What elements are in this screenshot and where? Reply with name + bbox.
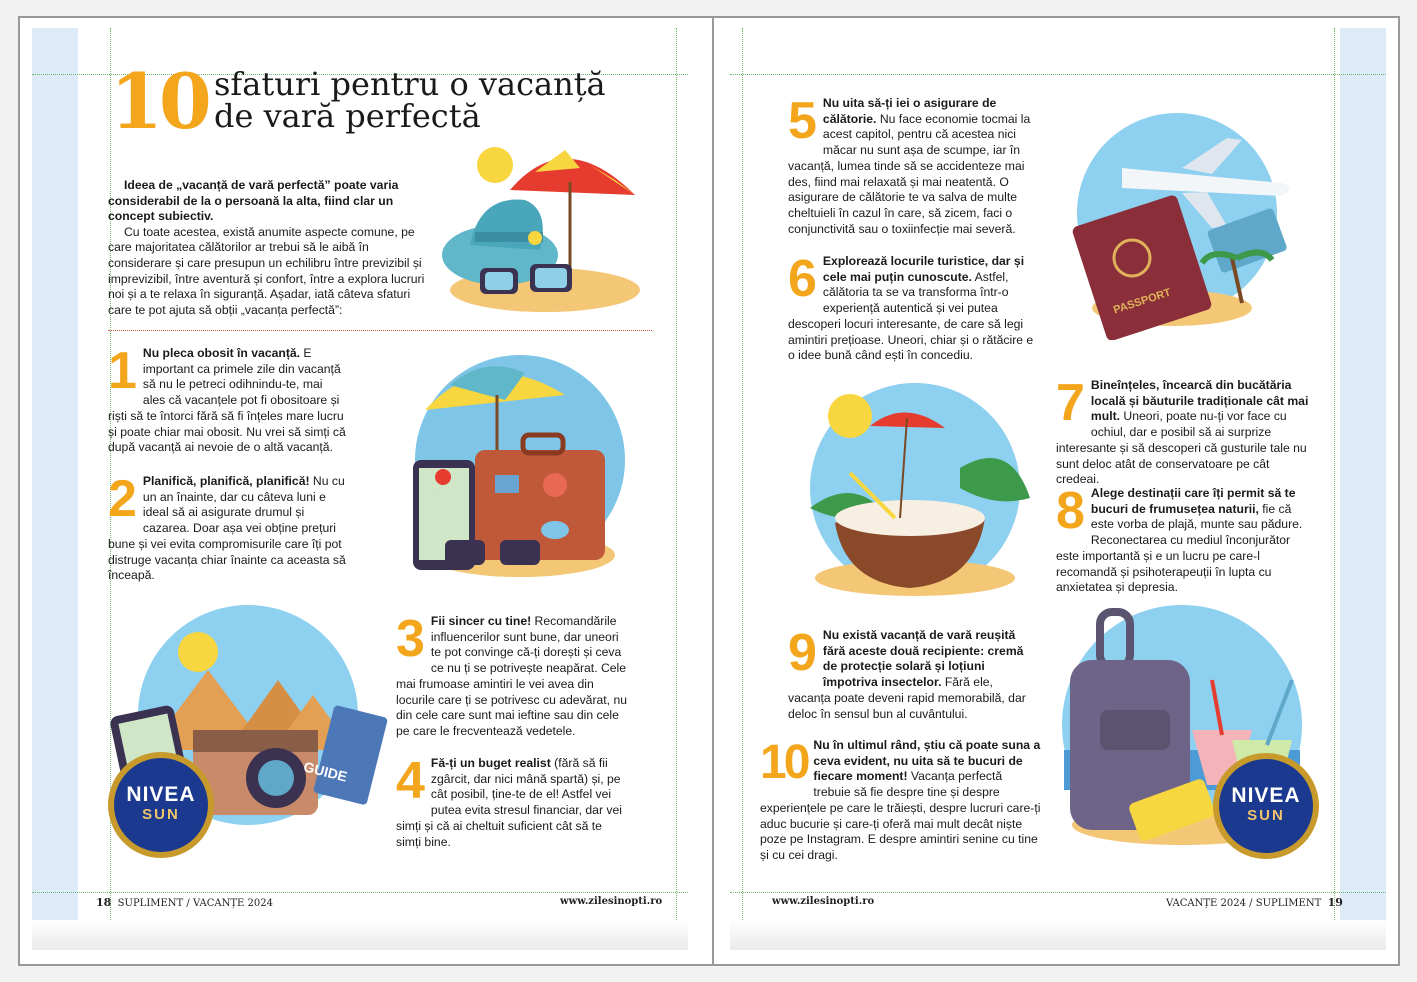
footer-site-left: www.zilesinopti.ro xyxy=(560,896,663,907)
title-number: 10 xyxy=(110,57,208,146)
tip-4 xyxy=(396,752,628,850)
tip-9 xyxy=(788,624,1038,722)
nivea-sun-badge xyxy=(108,752,214,858)
tip-3 xyxy=(396,610,628,740)
tip-heading: Nu în ultimul rând, știu că poate suna a ceva evident, nu uita să te bucuri de fiecare moment! xyxy=(813,738,1041,784)
tip-body: fie că este vorba de plajă, munte sau pădure. Reconectarea cu mediul înconjurător este importantă și e un lucru pe care-l recomandă și psihoterapeuții în lupta cu anxietatea și depresia. xyxy=(1056,501,1303,595)
page-shadow xyxy=(32,920,688,950)
tip-heading: Alege destinații care îți permit să te bucuri de frumusețea naturii, xyxy=(1090,486,1296,516)
tip-number: 10 xyxy=(760,736,808,789)
tip-number: 4 xyxy=(396,752,425,810)
tip-body: E important ca primele zile din vacanță să nu le petreci odihnindu-te, mai ales că vacanțele pot fi obositoare și riști să te întorci fără să fi înțeles mare lucru și poate chiar mai obosit. Nu vrei să simți că după vacanță ai nevoie de o altă vacanță. xyxy=(108,346,346,455)
footer-section-right: VACANȚE 2024 / SUPLIMENT xyxy=(1166,898,1322,909)
tip-body: Fără ele, vacanța poate deveni rapid memorabilă, dar deloc în sensul bun al cuvântului. xyxy=(788,675,1026,721)
tip-heading: Fă-ți un buget realist xyxy=(430,756,551,770)
badge-brand: NIVEA xyxy=(1231,784,1301,807)
tip-number: 9 xyxy=(788,624,817,682)
intro-lead: Ideea de „vacanță de vară perfectă” poate varia considerabil de la o persoană la alta, fiind clar un concept subiectiv. xyxy=(108,178,399,224)
intro-text xyxy=(108,178,430,318)
tip-heading: Fii sincer cu tine! xyxy=(430,614,532,628)
guide-line xyxy=(32,892,688,893)
guide-line xyxy=(1334,28,1335,950)
tip-body: (fără să fii zgârcit, dar nici mână spartă) și, pe cât posibil, ține-te de el! Astfel vei putea evita stresul financiar, dar vei simți și că ai cheltuit suficient cât să te simți bine. xyxy=(396,756,622,849)
tip-heading: Explorează locurile turistice, dar și cele mai puțin cunoscute. xyxy=(822,254,1025,284)
tip-number: 6 xyxy=(788,250,817,308)
right-margin-band xyxy=(1340,28,1386,950)
tip-6 xyxy=(788,250,1040,364)
footer-section-left: SUPLIMENT / VACANȚE 2024 xyxy=(117,898,273,909)
spine xyxy=(712,16,714,966)
badge-brand: NIVEA xyxy=(126,783,196,806)
tip-heading: Nu uita să-ți iei o asigurare de călătorie. xyxy=(822,96,997,126)
guide-line xyxy=(730,892,1386,893)
tip-2 xyxy=(108,470,346,584)
tip-body: Vacanța perfectă trebuie să fie despre tine și despre experiențele pe care le trăiești, despre lucruri care-ți aduc bucurie și care-ți oferă mai mult decât niște poze pe Instagram. E despre amintiri senine cu tine și cu cei dragi. xyxy=(760,769,1041,862)
tip-heading: Nu există vacanță de vară reușită fără aceste două recipiente: cremă de protecție solară și loțiuni împotriva insectelor. xyxy=(822,628,1024,690)
guide-book-label: GUIDE xyxy=(301,758,349,785)
suitcase-illustration xyxy=(405,355,635,585)
beach-hat-illustration xyxy=(440,140,650,315)
tip-number: 1 xyxy=(108,342,137,400)
tip-number: 5 xyxy=(788,92,817,150)
page-title: sfaturi pentru o vacanță de vară perfectă xyxy=(214,65,606,135)
guide-line xyxy=(742,28,743,950)
tip-heading: Bineînțeles, încearcă din bucătăria locală și băuturile tradiționale cât mai mult. xyxy=(1090,378,1309,424)
footer-right xyxy=(1166,896,1343,909)
page-number-right: 19 xyxy=(1327,896,1343,909)
intro-body: Cu toate acestea, există anumite aspecte comune, pe care majoritatea călătorilor ar trebui să le aibă în considerare și care presupun un echilibru între previzibil și imprevizibil, între aventură și confort, între a explora lucruri noi și a te relaxa în siguranță. Așadar, iată câteva sfaturi care te pot ajuta să obții „vacanța perfectă”: xyxy=(108,224,425,317)
tip-heading: Planifică, planifică, planifică! xyxy=(142,474,310,488)
badge-sub: SUN xyxy=(142,806,180,823)
passport-label: PASSPORT xyxy=(1111,286,1173,317)
page-number-left: 18 xyxy=(96,896,112,909)
tip-1 xyxy=(108,342,346,456)
page-shadow xyxy=(730,920,1386,950)
tip-number: 7 xyxy=(1056,374,1085,432)
tip-body: Uneori, poate nu-ți vor face cu ochiul, dar e posibil să ai surprize interesante și să descoperi că gusturile tale nu sunt deloc atât de conservatoare pe cât credeai. xyxy=(1056,409,1307,487)
guide-line xyxy=(676,28,677,950)
tip-10 xyxy=(760,738,1042,864)
left-margin-band xyxy=(32,28,78,950)
nivea-sun-badge xyxy=(1213,753,1319,859)
tip-7 xyxy=(1056,374,1314,488)
footer-left xyxy=(96,896,273,909)
footer-site-right: www.zilesinopti.ro xyxy=(772,896,875,907)
tip-8 xyxy=(1056,482,1314,596)
tip-number: 3 xyxy=(396,610,425,668)
badge-sub: SUN xyxy=(1247,807,1285,824)
tip-5 xyxy=(788,92,1040,237)
coconut-drink-illustration xyxy=(790,378,1040,598)
tip-body: Nu cu un an înainte, dar cu câteva luni e ideal să ai asigurate drumul și cazarea. Doar așa vei obține prețuri bune și vei evita compromisurile care îți pot distruge vacanța chiar înainte ca aceasta să înceapă. xyxy=(108,474,346,583)
guide-line xyxy=(730,74,1386,75)
plane-passport-illustration xyxy=(1062,108,1302,340)
tip-number: 2 xyxy=(108,470,137,528)
tip-body: Recomandările influencerilor sunt bune, dar uneori te pot convinge că-ți dorești și ceva ce nu ți se potrivește neapărat. Cele mai frumoase amintiri le vei avea din locurile care ți se potrivesc cu adevărat, nu din cele care sunt mai ieftine sau din cele pe care le frecventează vedetele. xyxy=(396,614,627,738)
tip-body: Nu face economie tocmai la acest capitol, pentru că acestea nici măcar nu sunt așa de scumpe, iar în vacanță, lumea tinde să se accidenteze mai des, fiind mai relaxată și mai neatentă. O asigurare de călătorie te va salva de multe cheltuieli în cazul în care, să zicem, faci o conjunctivită sau o toxiinfecție mai severă. xyxy=(788,111,1031,236)
section-divider xyxy=(108,330,652,331)
tip-number: 8 xyxy=(1056,482,1085,540)
tip-heading: Nu pleca obosit în vacanță. xyxy=(142,346,301,360)
tip-body: Astfel, călătoria ta se va transforma într-o experiență autentică și vei putea descoperi locuri interesante, de care să legi amintiri prețioase. Uneori, chiar și o rătăcire e o idee bună când ești în concediu. xyxy=(788,269,1034,363)
